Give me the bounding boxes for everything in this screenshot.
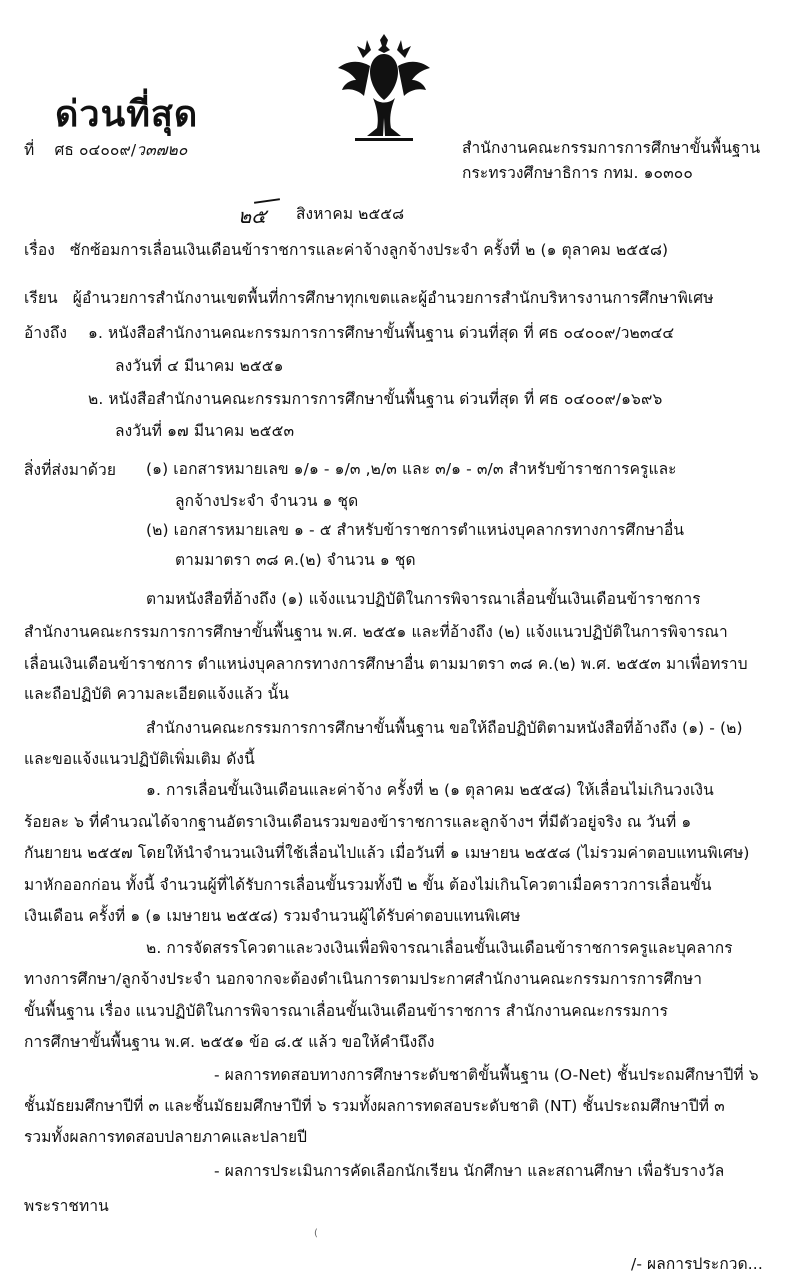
- continuation-text: /- ผลการประกวด...: [631, 1255, 763, 1273]
- reference-1-line-2: ลงวันที่ ๔ มีนาคม ๒๕๕๑: [115, 357, 284, 375]
- body-p1-line-2: สำนักงานคณะกรรมการการศึกษาขั้นพื้นฐาน พ.ศ. ๒๕๕๑ และที่อ้างถึง (๒) แจ้งแนวปฏิบัติในการพิจารณา: [24, 623, 728, 641]
- reference-1-line-1: ๑. หนังสือสำนักงานคณะกรรมการการศึกษาขั้นพื้นฐาน ด่วนที่สุด ที่ ศธ ๐๔๐๐๙/ว๒๓๔๔: [88, 324, 675, 342]
- body-p3-line-5: เงินเดือน ครั้งที่ ๑ (๑ เมษายน ๒๕๕๘) รวมจำนวนผู้ได้รับค่าตอบแทนพิเศษ: [24, 907, 521, 925]
- subject-text: ซักซ้อมการเลื่อนเงินเดือนข้าราชการและค่าจ้างลูกจ้างประจำ ครั้งที่ ๒ (๑ ตุลาคม ๒๕๕๘): [70, 241, 669, 259]
- org-line-1: สำนักงานคณะกรรมการการศึกษาขั้นพื้นฐาน: [462, 139, 761, 157]
- subject-label: เรื่อง: [24, 241, 55, 259]
- body-p1-line-1: ตามหนังสือที่อ้างถึง (๑) แจ้งแนวปฏิบัติในการพิจารณาเลื่อนขั้นเงินเดือนข้าราชการ: [146, 590, 701, 608]
- date-day-handwritten: ๒๕: [238, 204, 267, 228]
- enclosure-2-line-1: (๒) เอกสารหมายเลข ๑ - ๕ สำหรับข้าราชการตำแหน่งบุคลากรทางการศึกษาอื่น: [146, 521, 685, 539]
- recipient-text: ผู้อำนวยการสำนักงานเขตพื้นที่การศึกษาทุกเขตและผู้อำนวยการสำนักบริหารงานการศึกษาพิเศษ: [72, 289, 714, 307]
- body-p1-line-4: และถือปฏิบัติ ความละเอียดแจ้งแล้ว นั้น: [24, 685, 290, 703]
- garuda-emblem-icon: [325, 28, 443, 146]
- body-p3-line-4: มาหักออกก่อน ทั้งนี้ จำนวนผู้ที่ได้รับการเลื่อนขั้นรวมทั้งปี ๒ ขั้น ต้องไม่เกินโควตาเมื่อคราวการเลื่อนขั้น: [24, 876, 712, 894]
- ref-label: ที่: [24, 141, 35, 159]
- stray-mark: (: [314, 1228, 318, 1239]
- bullet-1-line-2: ชั้นมัธยมศึกษาปีที่ ๓ และชั้นมัธยมศึกษาปีที่ ๖ รวมทั้งผลการทดสอบระดับชาติ (NT) ชั้นประถมศึกษาปีที่ ๓: [24, 1097, 725, 1115]
- body-p4-line-2: ทางการศึกษา/ลูกจ้างประจำ นอกจากจะต้องดำเนินการตามประกาศสำนักงานคณะกรรมการการศึกษา: [24, 970, 703, 988]
- body-p4-line-3: ขั้นพื้นฐาน เรื่อง แนวปฏิบัติในการพิจารณาเลื่อนขั้นเงินเดือนข้าราชการ สำนักงานคณะกรรมการ: [24, 1002, 669, 1020]
- enclosure-1-line-1: (๑) เอกสารหมายเลข ๑/๑ - ๑/๓ ,๒/๓ และ ๓/๑ - ๓/๓ สำหรับข้าราชการครูและ: [146, 460, 677, 478]
- org-line-2: กระทรวงศึกษาธิการ กทม. ๑๐๓๐๐: [462, 164, 693, 182]
- bullet-2-line-2: พระราชทาน: [24, 1197, 109, 1215]
- enclosures-label: สิ่งที่ส่งมาด้วย: [24, 461, 117, 479]
- body-p4-line-4: การศึกษาขั้นพื้นฐาน พ.ศ. ๒๕๕๑ ข้อ ๘.๕ แล้ว ขอให้คำนึงถึง: [24, 1033, 435, 1051]
- references-label: อ้างถึง: [24, 324, 68, 342]
- ref-handwritten: ว๓๗๒๐: [136, 141, 188, 159]
- bullet-2-line-1: - ผลการประเมินการคัดเลือกนักเรียน นักศึกษา และสถานศึกษา เพื่อรับรางวัล: [214, 1162, 725, 1180]
- bullet-1-line-1: - ผลการทดสอบทางการศึกษาระดับชาติขั้นพื้นฐาน (O-Net) ชั้นประถมศึกษาปีที่ ๖: [214, 1066, 759, 1084]
- reference-2-line-1: ๒. หนังสือสำนักงานคณะกรรมการการศึกษาขั้นพื้นฐาน ด่วนที่สุด ที่ ศธ ๐๔๐๐๙/๑๖๙๖: [88, 390, 663, 408]
- recipient-label: เรียน: [24, 289, 58, 307]
- urgency-heading: ด่วนที่สุด: [55, 94, 199, 135]
- body-p2-line-2: และขอแจ้งแนวปฏิบัติเพิ่มเติม ดังนี้: [24, 750, 255, 768]
- enclosure-2-line-2: ตามมาตรา ๓๘ ค.(๒) จำนวน ๑ ชุด: [175, 551, 416, 569]
- bullet-1-line-3: รวมทั้งผลการทดสอบปลายภาคและปลายปี: [24, 1128, 308, 1146]
- body-p1-line-3: เลื่อนเงินเดือนข้าราชการ ตำแหน่งบุคลากรทางการศึกษาอื่น ตามมาตรา ๓๘ ค.(๒) พ.ศ. ๒๕๕๓ มาเพื่อทราบ: [24, 655, 748, 673]
- reference-2-line-2: ลงวันที่ ๑๗ มีนาคม ๒๕๕๓: [115, 422, 295, 440]
- body-p4-line-1: ๒. การจัดสรรโควตาและวงเงินเพื่อพิจารณาเลื่อนขั้นเงินเดือนข้าราชการครูและบุคลากร: [146, 939, 733, 957]
- enclosure-1-line-2: ลูกจ้างประจำ จำนวน ๑ ชุด: [175, 492, 359, 510]
- body-p3-line-2: ร้อยละ ๖ ที่คำนวณได้จากฐานอัตราเงินเดือนรวมของข้าราชการและลูกจ้างฯ ที่มีตัวอยู่จริง ณ วันที่ ๑: [24, 813, 692, 831]
- date-month-year: สิงหาคม ๒๕๕๘: [296, 205, 405, 223]
- body-p3-line-1: ๑. การเลื่อนขั้นเงินเดือนและค่าจ้าง ครั้งที่ ๒ (๑ ตุลาคม ๒๕๕๘) ให้เลื่อนไม่เกินวงเงิน: [146, 781, 714, 799]
- ref-number: ศธ ๐๔๐๐๙/: [54, 141, 137, 159]
- body-p2-line-1: สำนักงานคณะกรรมการการศึกษาขั้นพื้นฐาน ขอให้ถือปฏิบัติตามหนังสือที่อ้างถึง (๑) - (๒): [146, 719, 743, 737]
- body-p3-line-3: กันยายน ๒๕๕๗ โดยให้นำจำนวนเงินที่ใช้เลื่อนไปแล้ว เมื่อวันที่ ๑ เมษายน ๒๕๕๘ (ไม่รวมค่าตอบแทนพิเศษ): [24, 844, 750, 862]
